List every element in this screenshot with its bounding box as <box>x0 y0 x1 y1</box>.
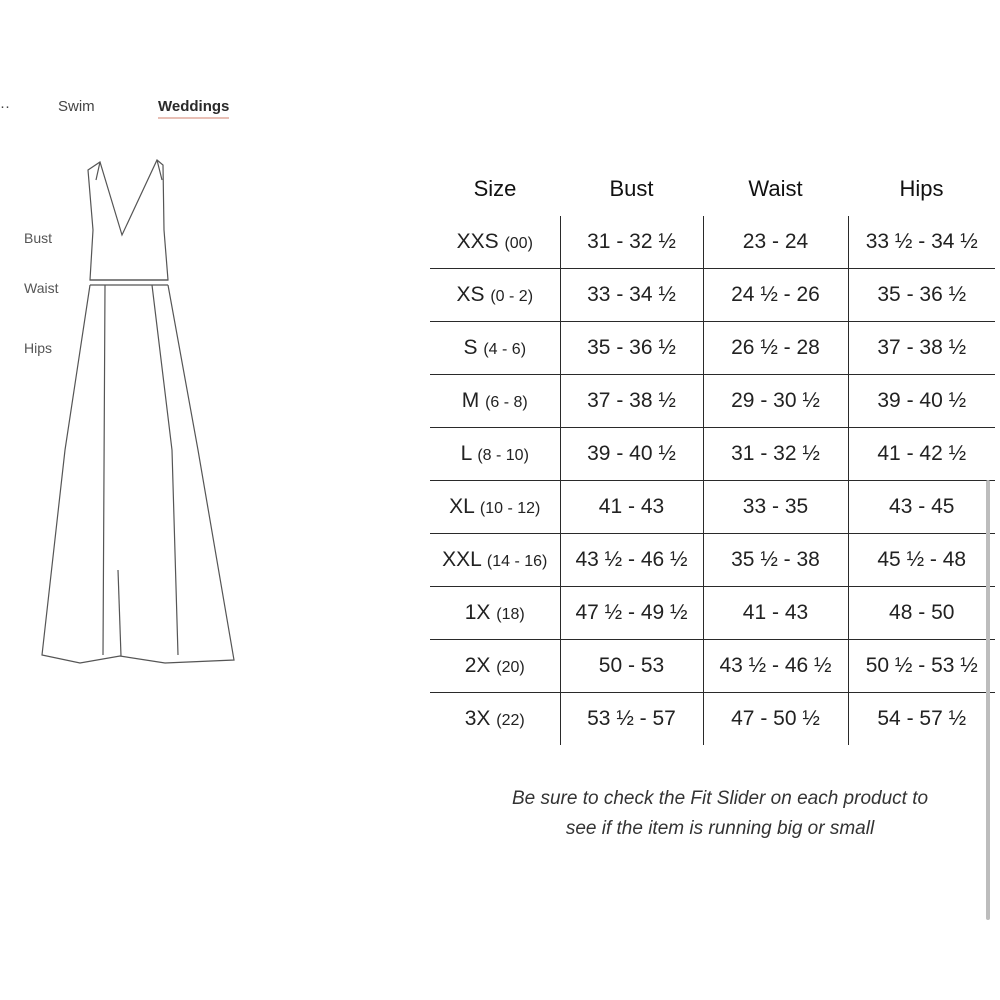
size-range: (4 - 6) <box>483 341 527 358</box>
size-cell <box>430 428 560 481</box>
bust-cell: 33 - 34 ½ <box>560 269 703 322</box>
waist-cell: 33 - 35 <box>703 481 848 534</box>
size-cell <box>430 269 560 322</box>
table-row <box>430 481 995 534</box>
table-row <box>430 322 995 375</box>
note-line-2: see if the item is running big or small <box>565 818 875 839</box>
table-row <box>430 587 995 640</box>
hips-cell: 35 - 36 ½ <box>848 269 995 322</box>
waist-label: Waist <box>24 280 59 296</box>
size-range: (18) <box>496 606 525 623</box>
size-chart-table <box>430 162 995 745</box>
hips-cell: 37 - 38 ½ <box>848 322 995 375</box>
waist-cell: 43 ½ - 46 ½ <box>703 640 848 693</box>
nav-item-prev[interactable]: ·· <box>0 98 10 115</box>
nav-item-swim[interactable]: Swim <box>58 98 95 115</box>
waist-cell: 23 - 24 <box>703 216 848 269</box>
fit-slider-note <box>440 784 1000 844</box>
hips-cell: 39 - 40 ½ <box>848 375 995 428</box>
table-row <box>430 375 995 428</box>
bust-header: Bust <box>609 176 654 201</box>
waist-cell: 31 - 32 ½ <box>703 428 848 481</box>
size-cell <box>430 640 560 693</box>
bust-cell: 35 - 36 ½ <box>560 322 703 375</box>
size-label: M <box>461 389 480 412</box>
hips-cell: 50 ½ - 53 ½ <box>848 640 995 693</box>
hips-cell: 33 ½ - 34 ½ <box>848 216 995 269</box>
size-label: XXS <box>456 230 499 253</box>
table-row <box>430 269 995 322</box>
size-cell <box>430 216 560 269</box>
size-label: XS <box>456 283 485 306</box>
size-range: (0 - 2) <box>490 288 534 305</box>
size-cell <box>430 534 560 587</box>
hips-cell: 43 - 45 <box>848 481 995 534</box>
size-cell <box>430 693 560 746</box>
table-row <box>430 534 995 587</box>
size-cell <box>430 587 560 640</box>
size-label: 1X <box>464 601 491 624</box>
hips-cell: 41 - 42 ½ <box>848 428 995 481</box>
size-label: XXL <box>442 548 482 571</box>
waist-cell: 24 ½ - 26 <box>703 269 848 322</box>
size-header: Size <box>473 176 517 201</box>
table-row <box>430 216 995 269</box>
waist-cell: 35 ½ - 38 <box>703 534 848 587</box>
bust-cell: 39 - 40 ½ <box>560 428 703 481</box>
waist-header: Waist <box>748 176 803 201</box>
size-cell <box>430 375 560 428</box>
waist-cell: 26 ½ - 28 <box>703 322 848 375</box>
size-range: (00) <box>504 235 533 252</box>
hips-cell: 54 - 57 ½ <box>848 693 995 746</box>
note-line-1: Be sure to check the Fit Slider on each product to <box>511 788 929 809</box>
size-label: XL <box>449 495 475 518</box>
hips-header: Hips <box>899 176 944 201</box>
size-range: (20) <box>496 659 525 676</box>
size-cell <box>430 322 560 375</box>
waist-cell: 41 - 43 <box>703 587 848 640</box>
size-cell <box>430 481 560 534</box>
table-row <box>430 640 995 693</box>
bust-label: Bust <box>24 230 53 246</box>
bust-cell: 37 - 38 ½ <box>560 375 703 428</box>
nav-item-weddings[interactable]: Weddings <box>158 98 229 119</box>
size-label: 2X <box>464 654 491 677</box>
hips-label: Hips <box>24 340 53 356</box>
hips-cell: 45 ½ - 48 <box>848 534 995 587</box>
size-label: 3X <box>464 707 491 730</box>
scrollbar[interactable] <box>986 480 990 920</box>
top-nav <box>0 98 300 134</box>
bust-cell: 43 ½ - 46 ½ <box>560 534 703 587</box>
bust-cell: 41 - 43 <box>560 481 703 534</box>
table-row <box>430 428 995 481</box>
bust-cell: 31 - 32 ½ <box>560 216 703 269</box>
waist-cell: 29 - 30 ½ <box>703 375 848 428</box>
size-label: L <box>460 442 472 465</box>
waist-cell: 47 - 50 ½ <box>703 693 848 746</box>
table-row <box>430 693 995 746</box>
size-range: (6 - 8) <box>485 394 528 411</box>
size-range: (8 - 10) <box>477 447 529 464</box>
size-range: (14 - 16) <box>486 553 548 570</box>
size-range: (22) <box>496 712 525 729</box>
bust-cell: 53 ½ - 57 <box>560 693 703 746</box>
header-row <box>430 162 995 216</box>
bust-cell: 50 - 53 <box>560 640 703 693</box>
size-label: S <box>463 336 478 359</box>
bust-cell: 47 ½ - 49 ½ <box>560 587 703 640</box>
size-range: (10 - 12) <box>479 500 541 517</box>
hips-cell: 48 - 50 <box>848 587 995 640</box>
